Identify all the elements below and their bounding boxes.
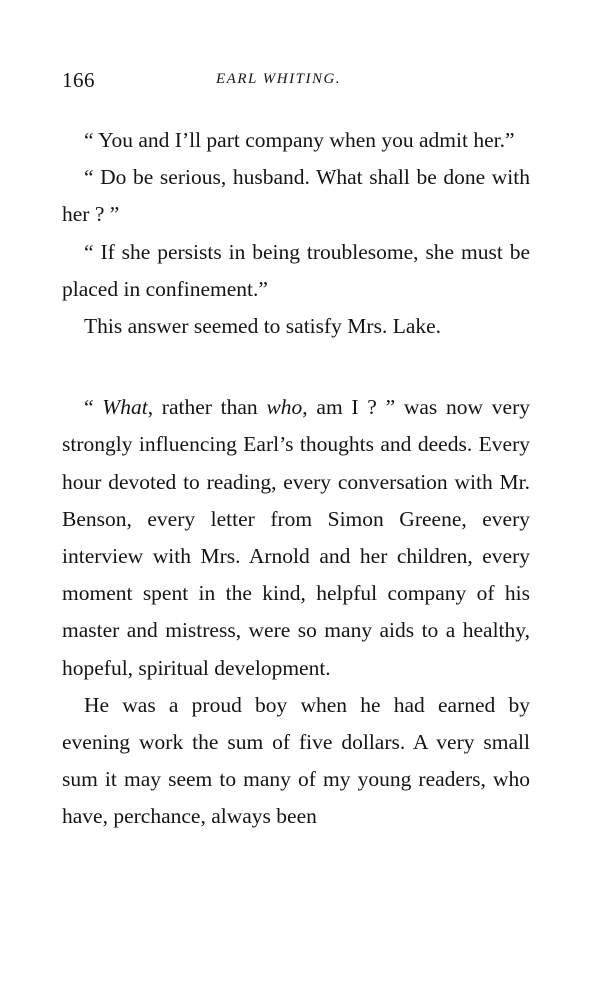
running-header: [0, 68, 591, 98]
section-break: [62, 345, 530, 389]
text-run: , rather than: [147, 395, 267, 420]
page-number: 166: [62, 68, 95, 92]
running-title: EARL WHITING.: [216, 71, 342, 87]
paragraph: “ Do be serious, husband. What shall be done with her ? ”: [62, 165, 530, 227]
paragraph: “ If she persists in being troublesome, she must be placed in confinement.”: [62, 239, 530, 301]
paragraph: “ You and I’ll part company when you admit her.”: [84, 128, 515, 152]
italic-word-what: What: [102, 395, 148, 420]
text-run: , am I ? ” was now very strongly influencing Earl’s thoughts and deeds. Every hour devoted to reading, every conversation with Mr. Benson, every letter from Simon Greene, every interview with Mrs. Arnold and her children, every moment spent in the kind, helpful company of his master and mistress, were so many aids to a healthy, hopeful, spiritual development.: [62, 395, 531, 680]
paragraph: This answer seemed to satisfy Mrs. Lake.: [84, 314, 442, 339]
page-body: [62, 122, 530, 836]
paragraph: [62, 389, 530, 687]
open-quote: “: [84, 395, 103, 420]
paragraph: He was a proud boy when he had earned by evening work the sum of five dollars. A very small sum it may seem to many of my young readers, who have, perchance, always been: [62, 692, 530, 829]
italic-word-who: who: [266, 395, 303, 420]
